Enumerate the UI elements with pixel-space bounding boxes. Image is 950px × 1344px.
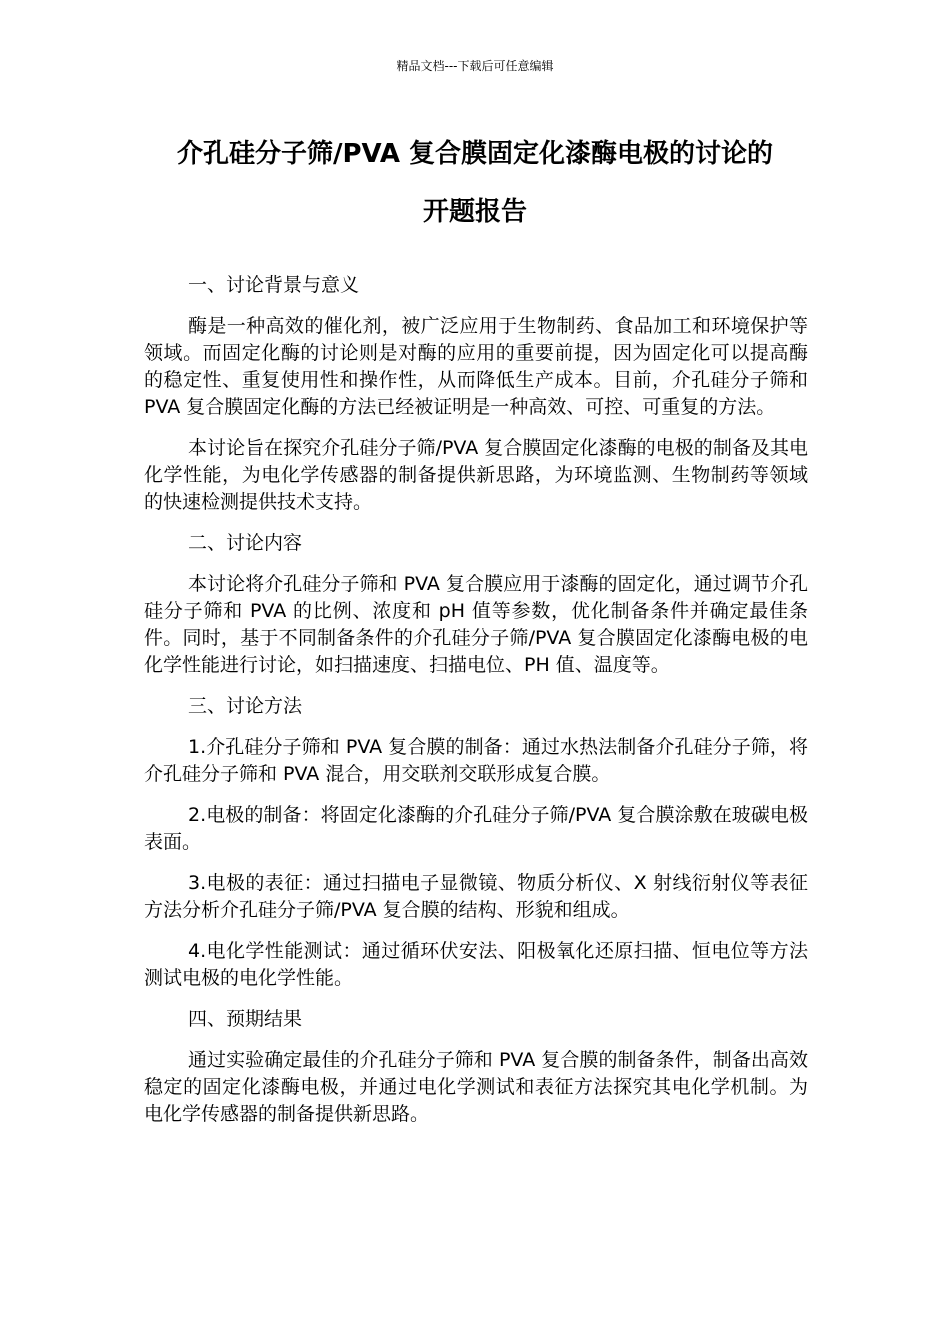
method-item: 2.电极的制备：将固定化漆酶的介孔硅分子筛/PVA 复合膜涂敷在玻碳电极表面。 <box>144 804 808 853</box>
document-body <box>144 272 808 1142</box>
method-item: 4.电化学性能测试：通过循环伏安法、阳极氧化还原扫描、恒电位等方法测试电极的电化学性能。 <box>144 940 808 989</box>
section-heading: 四、预期结果 <box>188 1008 303 1030</box>
section-expected-results <box>144 1006 808 1128</box>
section-background <box>144 272 808 516</box>
method-item: 1.介孔硅分子筛和 PVA 复合膜的制备：通过水热法制备介孔硅分子筛，将介孔硅分子筛和 PVA 混合，用交联剂交联形成复合膜。 <box>144 736 808 785</box>
paragraph: 酶是一种高效的催化剂，被广泛应用于生物制药、食品加工和环境保护等领域。而固定化酶的讨论则是对酶的应用的重要前提，因为固定化可以提高酶的稳定性、重复使用性和操作性，从而降低生产成本。目前，介孔硅分子筛和 PVA 复合膜固定化酶的方法已经被证明是一种高效、可控、可重复的方法。 <box>144 315 808 418</box>
paragraph: 通过实验确定最佳的介孔硅分子筛和 PVA 复合膜的制备条件，制备出高效稳定的固定化漆酶电极，并通过电化学测试和表征方法探究其电化学机制。为电化学传感器的制备提供新思路。 <box>144 1049 808 1125</box>
section-heading: 一、讨论背景与意义 <box>188 274 360 296</box>
section-methods <box>144 693 808 992</box>
method-item: 3.电极的表征：通过扫描电子显微镜、物质分析仪、X 射线衍射仪等表征方法分析介孔硅分子筛/PVA 复合膜的结构、形貌和组成。 <box>144 872 808 921</box>
document-title-line-1: 介孔硅分子筛/PVA 复合膜固定化漆酶电极的讨论的 <box>176 139 774 169</box>
section-heading: 二、讨论内容 <box>188 532 303 554</box>
section-content <box>144 530 808 679</box>
section-heading: 三、讨论方法 <box>188 695 303 717</box>
header-note: 精品文档---下载后可任意编辑 <box>396 59 554 73</box>
paragraph: 本讨论旨在探究介孔硅分子筛/PVA 复合膜固定化漆酶的电极的制备及其电化学性能，为电化学传感器的制备提供新思路，为环境监测、生物制药等领域的快速检测提供技术支持。 <box>144 437 808 513</box>
document-title-line-2: 开题报告 <box>422 197 527 227</box>
paragraph: 本讨论将介孔硅分子筛和 PVA 复合膜应用于漆酶的固定化，通过调节介孔硅分子筛和 PVA 的比例、浓度和 pH 值等参数，优化制备条件并确定最佳条件。同时，基于不同制备条件的介孔硅分子筛/PVA 复合膜固定化漆酶电极的电化学性能进行讨论，如扫描速度、扫描电位、PH 值、温度等。 <box>144 573 808 676</box>
